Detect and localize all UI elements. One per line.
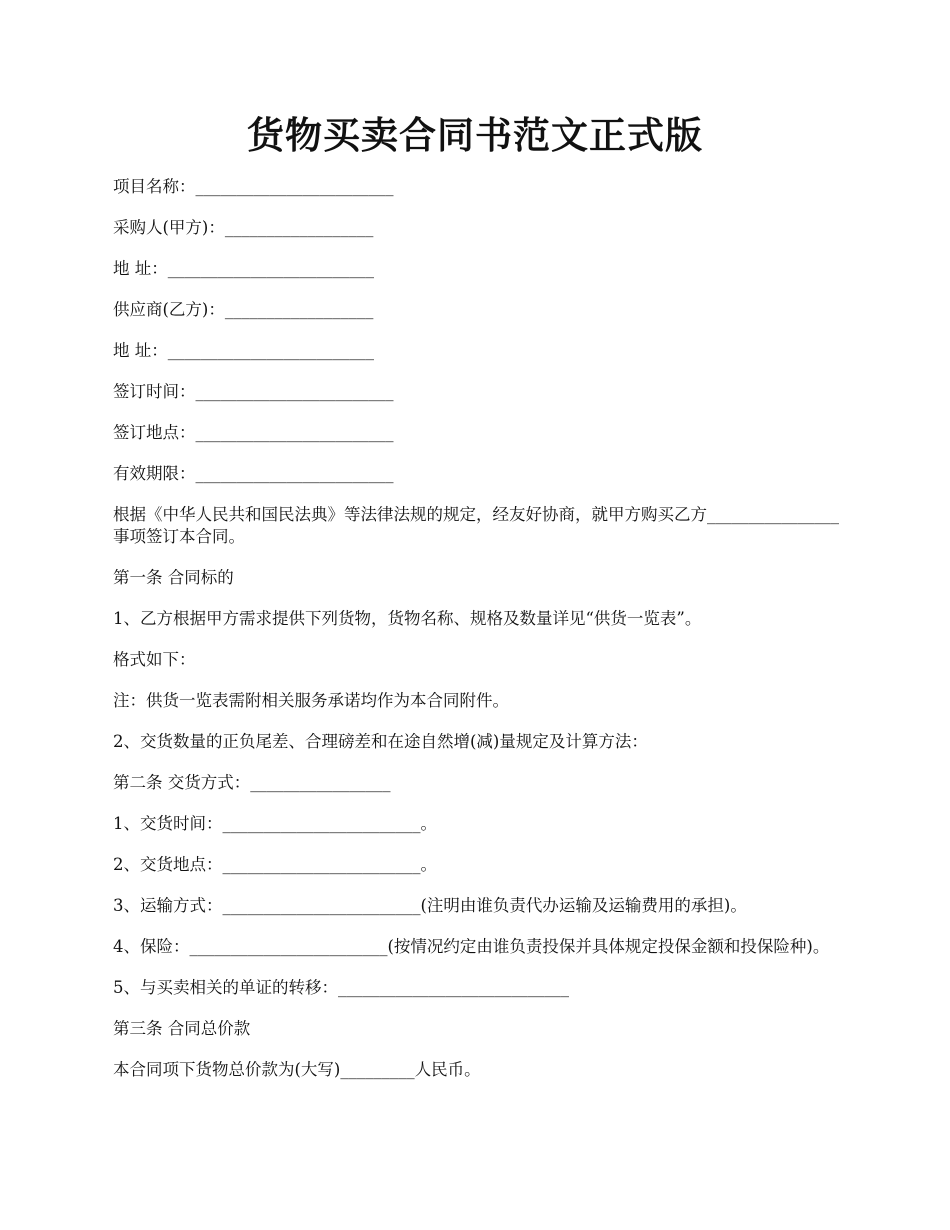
annex-note: 注：供货一览表需附相关服务承诺均作为本合同附件。 (113, 691, 509, 710)
article-1-heading: 第一条 合同标的 (113, 568, 234, 587)
article-3-heading: 第三条 合同总价款 (113, 1019, 251, 1038)
field-supplier: 供应商(乙方)：__________________ (113, 300, 374, 319)
article-2-clause-2: 2、交货地点：________________________。 (113, 855, 437, 874)
field-purchaser: 采购人(甲方)：__________________ (113, 218, 374, 237)
field-supplier-address: 地 址：_________________________ (113, 341, 374, 360)
field-signing-time: 签订时间：________________________ (113, 382, 394, 401)
article-2-clause-5: 5、与买卖相关的单证的转移：____________________________ (113, 978, 569, 997)
article-2-heading: 第二条 交货方式：_________________ (113, 773, 391, 792)
field-purchaser-address: 地 址：_________________________ (113, 259, 374, 278)
document-title: 货物买卖合同书范文正式版 (247, 113, 703, 157)
article-1-clause-1: 1、乙方根据甲方需求提供下列货物，货物名称、规格及数量详见“供货一览表”。 (113, 609, 702, 628)
article-1-clause-2: 2、交货数量的正负尾差、合理磅差和在途自然增(减)量规定及计算方法： (113, 732, 648, 751)
document-body (113, 176, 839, 1100)
preamble-paragraph: 根据《中华人民共和国民法典》等法律法规的规定，经友好协商，就甲方购买乙方________________事项签订本合同。 (113, 505, 839, 546)
field-signing-place: 签订地点：________________________ (113, 423, 394, 442)
article-2-clause-3: 3、运输方式：________________________(注明由谁负责代办运输及运输费用的承担)。 (113, 896, 747, 915)
format-note: 格式如下： (113, 650, 196, 669)
article-2-clause-4: 4、保险：________________________(按情况约定由谁负责投保并具体规定投保金额和投保险种)。 (113, 937, 830, 956)
article-2-clause-1: 1、交货时间：________________________。 (113, 814, 437, 833)
article-3-clause-1: 本合同项下货物总价款为(大写)_________人民币。 (113, 1060, 481, 1079)
field-project-name: 项目名称：________________________ (113, 177, 394, 196)
field-validity-period: 有效期限：________________________ (113, 464, 394, 483)
